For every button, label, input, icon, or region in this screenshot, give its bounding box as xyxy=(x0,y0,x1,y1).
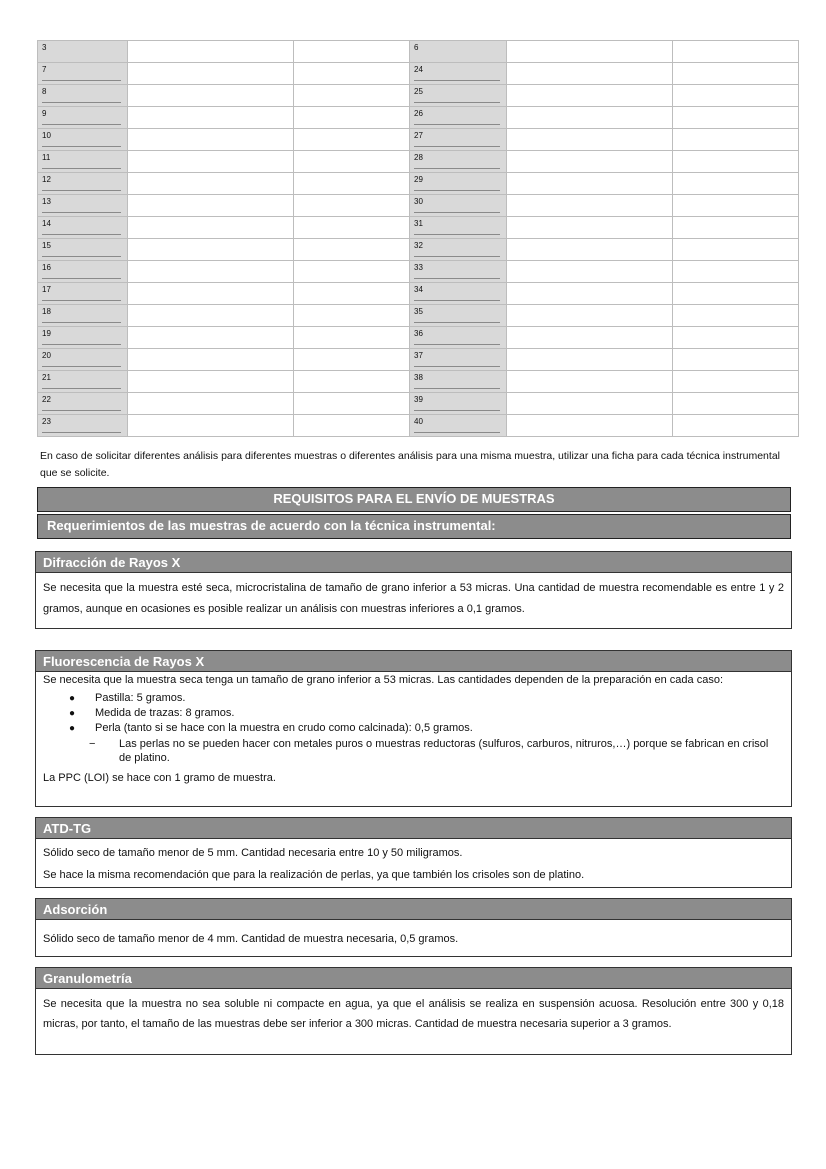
sample-entry-cell[interactable] xyxy=(507,327,673,349)
requirements-list xyxy=(43,691,784,736)
sample-number-cell: 37 xyxy=(410,349,507,371)
sample-number-cell: 3 xyxy=(38,41,128,63)
sample-entry-cell[interactable] xyxy=(673,63,799,85)
table-row xyxy=(38,415,799,437)
sample-entry-cell[interactable] xyxy=(507,415,673,437)
sample-entry-cell[interactable] xyxy=(294,261,410,283)
sample-number-cell: 6 xyxy=(410,41,507,63)
table-row xyxy=(38,217,799,239)
sample-entry-cell[interactable] xyxy=(128,63,294,85)
sample-entry-cell[interactable] xyxy=(128,173,294,195)
table-row xyxy=(38,85,799,107)
sample-entry-cell[interactable] xyxy=(294,41,410,63)
sample-number-cell: 38 xyxy=(410,371,507,393)
table-row xyxy=(38,239,799,261)
sample-number-cell: 16 xyxy=(38,261,128,283)
section-granulometria xyxy=(35,967,792,1055)
sample-number-cell: 40 xyxy=(410,415,507,437)
sample-entry-cell[interactable] xyxy=(294,107,410,129)
sample-entry-cell[interactable] xyxy=(128,41,294,63)
sample-entry-cell[interactable] xyxy=(673,173,799,195)
ppc-note: La PPC (LOI) se hace con 1 gramo de muestra. xyxy=(43,772,276,784)
sample-entry-cell[interactable] xyxy=(673,415,799,437)
section-title: Adsorción xyxy=(36,899,791,920)
sample-number-cell: 36 xyxy=(410,327,507,349)
sample-number-cell: 23 xyxy=(38,415,128,437)
sample-number-cell: 19 xyxy=(38,327,128,349)
sample-entry-cell[interactable] xyxy=(673,107,799,129)
sample-entry-cell[interactable] xyxy=(673,239,799,261)
sample-entry-cell[interactable] xyxy=(507,371,673,393)
sample-entry-cell[interactable] xyxy=(507,107,673,129)
sample-entry-cell[interactable] xyxy=(673,151,799,173)
sample-number-cell: 20 xyxy=(38,349,128,371)
sample-number-cell: 12 xyxy=(38,173,128,195)
sample-number-cell: 34 xyxy=(410,283,507,305)
section-title: Fluorescencia de Rayos X xyxy=(36,651,791,672)
table-row xyxy=(38,283,799,305)
table-row xyxy=(38,327,799,349)
sample-table xyxy=(37,40,799,437)
requisitos-title: REQUISITOS PARA EL ENVÍO DE MUESTRAS xyxy=(37,487,791,512)
section-adsorcion xyxy=(35,898,792,957)
sample-entry-cell[interactable] xyxy=(673,129,799,151)
sample-entry-cell[interactable] xyxy=(128,129,294,151)
sample-entry-cell[interactable] xyxy=(507,283,673,305)
section-title: Difracción de Rayos X xyxy=(36,552,791,573)
table-row xyxy=(38,371,799,393)
bullet-icon: ● xyxy=(69,723,76,734)
sample-number-cell: 8 xyxy=(38,85,128,107)
sample-entry-cell[interactable] xyxy=(294,173,410,195)
sample-entry-cell[interactable] xyxy=(507,85,673,107)
sample-entry-cell[interactable] xyxy=(507,239,673,261)
sample-entry-cell[interactable] xyxy=(673,85,799,107)
bullet-icon: ● xyxy=(69,708,76,719)
sub-list-item: − Las perlas no se pueden hacer con metales puros o muestras reductoras (sulfuros, carburos, nitruros,…) porque se fabrican en crisol de platino. xyxy=(89,738,769,764)
section-text: Sólido seco de tamaño menor de 5 mm. Cantidad necesaria entre 10 y 50 miligramos. xyxy=(43,847,463,859)
sample-entry-cell[interactable] xyxy=(507,173,673,195)
sample-entry-cell[interactable] xyxy=(128,371,294,393)
sample-number-cell: 24 xyxy=(410,63,507,85)
sample-entry-cell[interactable] xyxy=(673,217,799,239)
sample-entry-cell[interactable] xyxy=(673,41,799,63)
sample-entry-cell[interactable] xyxy=(128,195,294,217)
sample-number-cell: 9 xyxy=(38,107,128,129)
sample-entry-cell[interactable] xyxy=(294,151,410,173)
sample-entry-cell[interactable] xyxy=(294,415,410,437)
sample-number-cell: 21 xyxy=(38,371,128,393)
table-row xyxy=(38,63,799,85)
sample-number-cell: 13 xyxy=(38,195,128,217)
sample-number-cell: 18 xyxy=(38,305,128,327)
sample-number-cell: 33 xyxy=(410,261,507,283)
sample-number-cell: 22 xyxy=(38,393,128,415)
sample-entry-cell[interactable] xyxy=(294,371,410,393)
section-text: Se hace la misma recomendación que para la realización de perlas, ya que también los crisoles son de platino. xyxy=(43,869,585,881)
sample-entry-cell[interactable] xyxy=(673,327,799,349)
section-difraccion xyxy=(35,551,792,629)
sample-number-cell: 32 xyxy=(410,239,507,261)
sample-entry-cell[interactable] xyxy=(507,129,673,151)
sample-entry-cell[interactable] xyxy=(294,393,410,415)
sample-entry-cell[interactable] xyxy=(128,305,294,327)
list-item: ● Perla (tanto si se hace con la muestra en crudo como calcinada): 0,5 gramos. xyxy=(69,722,473,734)
sample-entry-cell[interactable] xyxy=(128,261,294,283)
sample-entry-cell[interactable] xyxy=(507,217,673,239)
sample-entry-cell[interactable] xyxy=(294,349,410,371)
section-text: Se necesita que la muestra no sea soluble ni compacte en agua, ya que el análisis se realiza en suspensión acuosa. Resolución entre 300 y 0,18 micras, por tanto, el tamaño de las muestras debe ser inferior a 300 micras. Cantidad de muestra necesaria superior a 3 gramos. xyxy=(43,998,784,1030)
section-title: ATD-TG xyxy=(36,818,791,839)
instruction-note: En caso de solicitar diferentes análisis para diferentes muestras o diferentes análisis para una misma muestra, utilizar una ficha para cada técnica instrumental que se solicite. xyxy=(40,450,780,479)
table-row xyxy=(38,349,799,371)
sample-entry-cell[interactable] xyxy=(128,85,294,107)
sample-entry-cell[interactable] xyxy=(507,393,673,415)
table-row xyxy=(38,195,799,217)
sample-entry-cell[interactable] xyxy=(128,327,294,349)
sample-entry-cell[interactable] xyxy=(294,195,410,217)
sample-number-cell: 10 xyxy=(38,129,128,151)
sample-entry-cell[interactable] xyxy=(507,261,673,283)
sample-entry-cell[interactable] xyxy=(294,327,410,349)
section-text: Se necesita que la muestra esté seca, microcristalina de tamaño de grano inferior a 53 micras. Una cantidad de muestra recomendable es entre 1 y 2 gramos, aunque en ocasiones es posible realizar un análisis con muestras inferiores a 0,1 gramos. xyxy=(43,582,784,615)
sample-entry-cell[interactable] xyxy=(673,349,799,371)
section-atd-tg xyxy=(35,817,792,888)
sample-number-cell: 39 xyxy=(410,393,507,415)
sample-entry-cell[interactable] xyxy=(128,283,294,305)
sample-entry-cell[interactable] xyxy=(673,371,799,393)
bullet-icon: ● xyxy=(69,693,76,704)
sample-entry-cell[interactable] xyxy=(128,393,294,415)
sample-entry-cell[interactable] xyxy=(507,63,673,85)
sample-entry-cell[interactable] xyxy=(128,107,294,129)
table-row xyxy=(38,151,799,173)
sample-entry-cell[interactable] xyxy=(294,283,410,305)
sample-entry-cell[interactable] xyxy=(128,151,294,173)
sample-number-cell: 25 xyxy=(410,85,507,107)
sample-number-cell: 17 xyxy=(38,283,128,305)
sample-entry-cell[interactable] xyxy=(673,195,799,217)
sample-number-cell: 28 xyxy=(410,151,507,173)
sample-entry-cell[interactable] xyxy=(507,41,673,63)
sample-number-cell: 11 xyxy=(38,151,128,173)
dash-icon: − xyxy=(89,738,96,750)
sample-entry-cell[interactable] xyxy=(294,239,410,261)
table-row xyxy=(38,393,799,415)
sub-list xyxy=(43,737,784,765)
section-text: Sólido seco de tamaño menor de 4 mm. Cantidad de muestra necesaria, 0,5 gramos. xyxy=(43,933,459,945)
sample-entry-cell[interactable] xyxy=(294,305,410,327)
sample-entry-cell[interactable] xyxy=(673,305,799,327)
sample-entry-cell[interactable] xyxy=(294,129,410,151)
section-title: Granulometría xyxy=(36,968,791,989)
sample-entry-cell[interactable] xyxy=(507,151,673,173)
table-row xyxy=(38,129,799,151)
sample-number-cell: 26 xyxy=(410,107,507,129)
sample-entry-cell[interactable] xyxy=(673,393,799,415)
sample-entry-cell[interactable] xyxy=(507,349,673,371)
sample-entry-cell[interactable] xyxy=(294,85,410,107)
sample-entry-cell[interactable] xyxy=(294,63,410,85)
sample-entry-cell[interactable] xyxy=(128,415,294,437)
table-row xyxy=(38,305,799,327)
sample-number-cell: 31 xyxy=(410,217,507,239)
table-row xyxy=(38,173,799,195)
sample-entry-cell[interactable] xyxy=(507,305,673,327)
sample-number-cell: 27 xyxy=(410,129,507,151)
sample-entry-cell[interactable] xyxy=(128,349,294,371)
section-intro: Se necesita que la muestra seca tenga un tamaño de grano inferior a 53 micras. Las cantidades dependen de la preparación en cada caso: xyxy=(43,674,723,686)
table-row xyxy=(38,261,799,283)
section-fluorescencia xyxy=(35,650,792,807)
sample-entry-cell[interactable] xyxy=(128,217,294,239)
sample-entry-cell[interactable] xyxy=(507,195,673,217)
sample-entry-cell[interactable] xyxy=(294,217,410,239)
table-row xyxy=(38,41,799,63)
sample-number-cell: 14 xyxy=(38,217,128,239)
sample-number-cell: 35 xyxy=(410,305,507,327)
sample-entry-cell[interactable] xyxy=(673,261,799,283)
list-item: ● Pastilla: 5 gramos. xyxy=(69,692,186,704)
list-item: ● Medida de trazas: 8 gramos. xyxy=(69,707,235,719)
sample-number-cell: 29 xyxy=(410,173,507,195)
table-row xyxy=(38,107,799,129)
sample-number-cell: 7 xyxy=(38,63,128,85)
requisitos-subtitle: Requerimientos de las muestras de acuerdo con la técnica instrumental: xyxy=(37,514,791,539)
sample-number-cell: 30 xyxy=(410,195,507,217)
sample-number-cell: 15 xyxy=(38,239,128,261)
sample-entry-cell[interactable] xyxy=(673,283,799,305)
sample-entry-cell[interactable] xyxy=(128,239,294,261)
